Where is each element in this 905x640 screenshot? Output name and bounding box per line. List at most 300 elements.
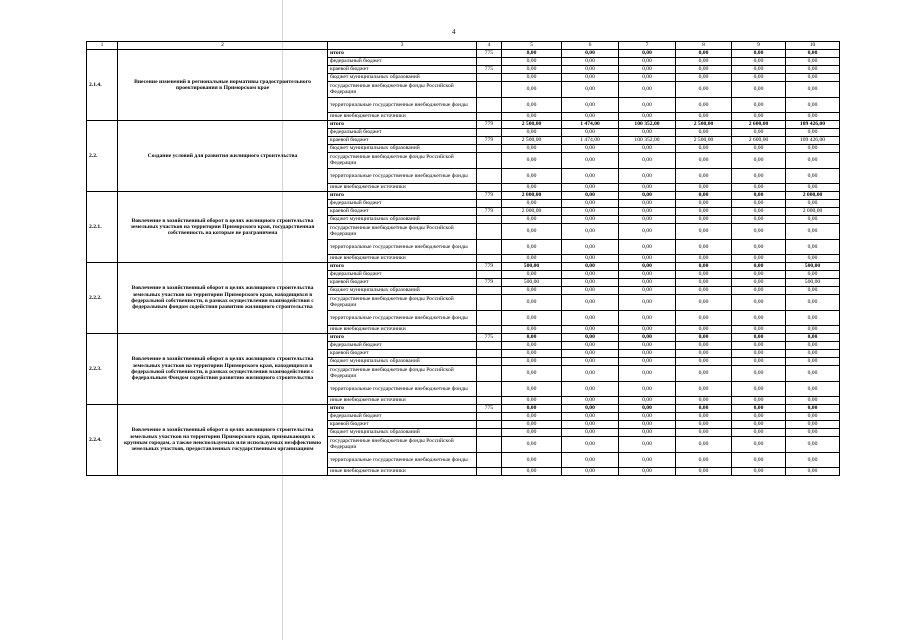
value-cell: 0,00	[786, 200, 840, 208]
value-cell: 0,00	[676, 66, 732, 74]
header-cell: 7	[619, 42, 676, 50]
budget-code	[477, 168, 502, 184]
value-cell: 0,00	[732, 255, 786, 263]
budget-code	[477, 397, 502, 405]
value-cell: 0,00	[786, 381, 840, 397]
value-cell: 0,00	[786, 334, 840, 342]
value-cell: 0,00	[502, 168, 562, 184]
value-cell: 0,00	[786, 97, 840, 113]
value-cell: 0,00	[502, 413, 562, 421]
value-cell: 0,00	[676, 342, 732, 350]
funding-source: государственные внебюджетные фонды Российской Федерации	[328, 224, 477, 240]
value-cell: 0,00	[676, 58, 732, 66]
value-cell: 0,00	[732, 452, 786, 468]
value-cell: 0,00	[786, 452, 840, 468]
value-cell: 0,00	[732, 287, 786, 295]
table-row	[87, 121, 840, 129]
item-name: Вовлечение в хозяйственный оборот в целях жилищного строительства земельных участков на территории Приморского края, находящихся в федеральной собственности, в рамках осуществления взаимодействия с федеральным фондом содействия развитию жилищного строительства	[118, 263, 328, 334]
value-cell: 0,00	[562, 50, 619, 58]
value-cell: 0,00	[786, 74, 840, 82]
value-cell: 0,00	[562, 334, 619, 342]
value-cell: 0,00	[502, 397, 562, 405]
value-cell: 0,00	[619, 145, 676, 153]
item-name: Внесение изменений в региональные нормативы градостроительного проектирования в Приморском крае	[118, 50, 328, 121]
budget-code: 775	[477, 334, 502, 342]
funding-source: бюджет муниципальных образований	[328, 74, 477, 82]
value-cell: 0,00	[676, 437, 732, 453]
value-cell: 2 000,00	[502, 192, 562, 200]
value-cell: 0,00	[619, 334, 676, 342]
value-cell: 0,00	[619, 168, 676, 184]
value-cell: 0,00	[502, 129, 562, 137]
value-cell: 0,00	[502, 405, 562, 413]
value-cell: 0,00	[676, 145, 732, 153]
value-cell: 0,00	[786, 437, 840, 453]
value-cell: 0,00	[562, 381, 619, 397]
value-cell: 0,00	[502, 74, 562, 82]
funding-source: федеральный бюджет	[328, 271, 477, 279]
value-cell: 0,00	[732, 326, 786, 334]
funding-source: иные внебюджетные источники	[328, 397, 477, 405]
funding-source: территориальные государственные внебюджетные фонды	[328, 168, 477, 184]
table-row	[87, 263, 840, 271]
value-cell: 0,00	[786, 255, 840, 263]
budget-code	[477, 468, 502, 476]
value-cell: 0,00	[502, 224, 562, 240]
value-cell: 0,00	[619, 405, 676, 413]
value-cell: 0,00	[786, 429, 840, 437]
value-cell: 0,00	[676, 334, 732, 342]
value-cell: 0,00	[619, 200, 676, 208]
value-cell: 0,00	[562, 279, 619, 287]
item-name: Вовлечение в хозяйственный оборот в целях жилищного строительства земельных участков на территории Приморского края, примыкающих к крупным городам, а также неиспользуемых или используемых неэффективно земельных участков, предоставленных государственным организациям	[118, 405, 328, 476]
funding-source: территориальные государственные внебюджетные фонды	[328, 381, 477, 397]
value-cell: 0,00	[619, 216, 676, 224]
budget-code	[477, 295, 502, 311]
value-cell: 0,00	[676, 74, 732, 82]
value-cell: 1 474,00	[562, 137, 619, 145]
budget-code	[477, 58, 502, 66]
value-cell: 0,00	[502, 437, 562, 453]
value-cell: 0,00	[619, 129, 676, 137]
value-cell: 0,00	[562, 342, 619, 350]
value-cell: 0,00	[732, 271, 786, 279]
value-cell: 0,00	[786, 82, 840, 98]
header-cell: 2	[118, 42, 328, 50]
value-cell: 2 500,00	[502, 121, 562, 129]
value-cell: 0,00	[676, 82, 732, 98]
value-cell: 0,00	[676, 279, 732, 287]
value-cell: 0,00	[562, 397, 619, 405]
value-cell: 0,00	[786, 421, 840, 429]
budget-code	[477, 287, 502, 295]
budget-code	[477, 74, 502, 82]
value-cell: 0,00	[562, 405, 619, 413]
funding-source: иные внебюджетные источники	[328, 113, 477, 121]
funding-source: федеральный бюджет	[328, 200, 477, 208]
item-name: Вовлечение в хозяйственный оборот в целях жилищного строительства земельных участков на территории Приморского края, находящихся в федеральной собственности, в рамках осуществления взаимодействия с федеральным Фондом содействия развитию жилищного строительства	[118, 334, 328, 405]
value-cell: 0,00	[732, 97, 786, 113]
value-cell: 0,00	[562, 413, 619, 421]
budget-code	[477, 153, 502, 169]
value-cell: 0,00	[676, 287, 732, 295]
value-cell: 0,00	[786, 58, 840, 66]
value-cell: 0,00	[676, 468, 732, 476]
item-number: 2.1.4.	[87, 50, 118, 121]
funding-source: итого	[328, 263, 477, 271]
value-cell: 0,00	[562, 358, 619, 366]
budget-code	[477, 184, 502, 192]
value-cell: 0,00	[619, 58, 676, 66]
value-cell: 0,00	[502, 200, 562, 208]
value-cell: 0,00	[786, 113, 840, 121]
header-cell: 10	[786, 42, 840, 50]
value-cell: 0,00	[502, 145, 562, 153]
value-cell: 0,00	[786, 397, 840, 405]
item-number: 2.2.4.	[87, 405, 118, 476]
value-cell: 0,00	[676, 97, 732, 113]
value-cell: 0,00	[619, 437, 676, 453]
header-cell: 8	[676, 42, 732, 50]
funding-source: федеральный бюджет	[328, 413, 477, 421]
funding-source: государственные внебюджетные фонды Российской Федерации	[328, 153, 477, 169]
value-cell: 0,00	[732, 200, 786, 208]
value-cell: 2 500,00	[676, 137, 732, 145]
table-row	[87, 405, 840, 413]
budget-code	[477, 255, 502, 263]
value-cell: 0,00	[619, 263, 676, 271]
value-cell: 0,00	[732, 381, 786, 397]
value-cell: 0,00	[562, 145, 619, 153]
value-cell: 0,00	[562, 82, 619, 98]
budget-table	[86, 41, 840, 476]
value-cell: 0,00	[619, 358, 676, 366]
value-cell: 0,00	[562, 255, 619, 263]
value-cell: 0,00	[732, 129, 786, 137]
budget-code	[477, 113, 502, 121]
value-cell: 0,00	[676, 421, 732, 429]
value-cell: 500,00	[786, 279, 840, 287]
value-cell: 0,00	[732, 82, 786, 98]
item-name: Вовлечение в хозяйственный оборот в целях жилищного строительства земельных участков на территории Приморского края, государственная собственность на которые не разграничена	[118, 192, 328, 263]
value-cell: 0,00	[562, 184, 619, 192]
value-cell: 0,00	[619, 271, 676, 279]
value-cell: 0,00	[786, 350, 840, 358]
value-cell: 0,00	[502, 366, 562, 382]
budget-code	[477, 239, 502, 255]
value-cell: 0,00	[676, 224, 732, 240]
value-cell: 0,00	[562, 216, 619, 224]
budget-code	[477, 271, 502, 279]
budget-code: 775	[477, 50, 502, 58]
funding-source: территориальные государственные внебюджетные фонды	[328, 239, 477, 255]
funding-source: краевой бюджет	[328, 137, 477, 145]
value-cell: 0,00	[562, 366, 619, 382]
value-cell: 0,00	[562, 66, 619, 74]
value-cell: 0,00	[732, 113, 786, 121]
funding-source: территориальные государственные внебюджетные фонды	[328, 97, 477, 113]
value-cell: 0,00	[502, 334, 562, 342]
value-cell: 0,00	[676, 216, 732, 224]
value-cell: 0,00	[619, 82, 676, 98]
value-cell: 0,00	[676, 310, 732, 326]
value-cell: 0,00	[502, 216, 562, 224]
value-cell: 0,00	[619, 452, 676, 468]
value-cell: 0,00	[732, 295, 786, 311]
value-cell: 0,00	[732, 239, 786, 255]
value-cell: 0,00	[562, 295, 619, 311]
value-cell: 0,00	[562, 271, 619, 279]
funding-source: краевой бюджет	[328, 66, 477, 74]
header-cell: 4	[477, 42, 502, 50]
value-cell: 0,00	[619, 413, 676, 421]
value-cell: 0,00	[676, 263, 732, 271]
budget-code	[477, 437, 502, 453]
value-cell: 0,00	[502, 310, 562, 326]
funding-source: краевой бюджет	[328, 350, 477, 358]
value-cell: 0,00	[786, 50, 840, 58]
value-cell: 0,00	[562, 129, 619, 137]
value-cell: 0,00	[786, 129, 840, 137]
value-cell: 0,00	[502, 295, 562, 311]
value-cell: 0,00	[676, 413, 732, 421]
value-cell: 0,00	[619, 310, 676, 326]
value-cell: 0,00	[619, 113, 676, 121]
funding-source: бюджет муниципальных образований	[328, 216, 477, 224]
budget-code	[477, 350, 502, 358]
value-cell: 0,00	[732, 366, 786, 382]
budget-code	[477, 366, 502, 382]
value-cell: 0,00	[676, 350, 732, 358]
value-cell: 0,00	[502, 342, 562, 350]
funding-source: иные внебюджетные источники	[328, 468, 477, 476]
budget-code	[477, 429, 502, 437]
value-cell: 0,00	[732, 342, 786, 350]
header-cell: 1	[87, 42, 118, 50]
funding-source: территориальные государственные внебюджетные фонды	[328, 310, 477, 326]
budget-code	[477, 310, 502, 326]
budget-code	[477, 224, 502, 240]
funding-source: федеральный бюджет	[328, 129, 477, 137]
value-cell: 109 426,00	[786, 137, 840, 145]
funding-source: территориальные государственные внебюджетные фонды	[328, 452, 477, 468]
value-cell: 0,00	[619, 295, 676, 311]
value-cell: 0,00	[562, 97, 619, 113]
budget-code	[477, 129, 502, 137]
header-cell: 3	[328, 42, 477, 50]
value-cell: 0,00	[502, 153, 562, 169]
budget-code: 779	[477, 279, 502, 287]
value-cell: 0,00	[619, 279, 676, 287]
budget-code: 779	[477, 263, 502, 271]
value-cell: 0,00	[786, 287, 840, 295]
value-cell: 0,00	[676, 326, 732, 334]
value-cell: 0,00	[676, 255, 732, 263]
value-cell: 100 352,00	[619, 121, 676, 129]
budget-code: 779	[477, 137, 502, 145]
value-cell: 0,00	[676, 153, 732, 169]
funding-source: государственные внебюджетные фонды Российской Федерации	[328, 82, 477, 98]
value-cell: 0,00	[562, 326, 619, 334]
value-cell: 0,00	[732, 397, 786, 405]
value-cell: 0,00	[676, 452, 732, 468]
value-cell: 0,00	[786, 239, 840, 255]
item-number: 2.2.1.	[87, 192, 118, 263]
value-cell: 0,00	[676, 381, 732, 397]
value-cell: 0,00	[502, 82, 562, 98]
value-cell: 0,00	[732, 350, 786, 358]
value-cell: 0,00	[619, 208, 676, 216]
table-row	[87, 192, 840, 200]
value-cell: 0,00	[562, 168, 619, 184]
funding-source: итого	[328, 50, 477, 58]
value-cell: 0,00	[676, 113, 732, 121]
value-cell: 0,00	[676, 358, 732, 366]
value-cell: 500,00	[502, 263, 562, 271]
value-cell: 0,00	[502, 184, 562, 192]
value-cell: 0,00	[732, 310, 786, 326]
header-cell: 6	[562, 42, 619, 50]
value-cell: 0,00	[502, 381, 562, 397]
value-cell: 0,00	[676, 184, 732, 192]
value-cell: 0,00	[619, 192, 676, 200]
value-cell: 0,00	[619, 66, 676, 74]
value-cell: 0,00	[562, 287, 619, 295]
table-row	[87, 50, 840, 58]
value-cell: 0,00	[619, 74, 676, 82]
value-cell: 0,00	[502, 239, 562, 255]
value-cell: 0,00	[786, 271, 840, 279]
value-cell: 0,00	[732, 50, 786, 58]
value-cell: 0,00	[732, 421, 786, 429]
value-cell: 0,00	[502, 468, 562, 476]
value-cell: 0,00	[676, 200, 732, 208]
value-cell: 0,00	[619, 255, 676, 263]
value-cell: 0,00	[786, 358, 840, 366]
value-cell: 0,00	[732, 437, 786, 453]
budget-code: 779	[477, 121, 502, 129]
value-cell: 0,00	[562, 58, 619, 66]
value-cell: 0,00	[562, 239, 619, 255]
funding-source: краевой бюджет	[328, 208, 477, 216]
value-cell: 0,00	[786, 184, 840, 192]
value-cell: 0,00	[562, 437, 619, 453]
value-cell: 0,00	[732, 405, 786, 413]
value-cell: 0,00	[562, 452, 619, 468]
value-cell: 0,00	[676, 405, 732, 413]
value-cell: 0,00	[732, 334, 786, 342]
value-cell: 0,00	[619, 366, 676, 382]
budget-code: 775	[477, 405, 502, 413]
value-cell: 0,00	[502, 66, 562, 74]
value-cell: 0,00	[732, 216, 786, 224]
value-cell: 0,00	[562, 192, 619, 200]
budget-code	[477, 97, 502, 113]
budget-code	[477, 381, 502, 397]
table-row	[87, 334, 840, 342]
funding-source: государственные внебюджетные фонды Российской Федерации	[328, 366, 477, 382]
value-cell: 0,00	[619, 421, 676, 429]
value-cell: 0,00	[732, 168, 786, 184]
budget-code	[477, 326, 502, 334]
value-cell: 0,00	[619, 153, 676, 169]
value-cell: 0,00	[562, 200, 619, 208]
value-cell: 0,00	[786, 224, 840, 240]
value-cell: 2 600,00	[732, 121, 786, 129]
budget-code	[477, 216, 502, 224]
value-cell: 0,00	[502, 350, 562, 358]
value-cell: 0,00	[786, 66, 840, 74]
value-cell: 0,00	[732, 468, 786, 476]
value-cell: 0,00	[786, 326, 840, 334]
value-cell: 0,00	[619, 429, 676, 437]
value-cell: 500,00	[786, 263, 840, 271]
value-cell: 0,00	[502, 97, 562, 113]
value-cell: 0,00	[502, 326, 562, 334]
value-cell: 0,00	[786, 413, 840, 421]
value-cell: 0,00	[562, 153, 619, 169]
value-cell: 0,00	[786, 168, 840, 184]
value-cell: 0,00	[619, 468, 676, 476]
funding-source: итого	[328, 405, 477, 413]
value-cell: 0,00	[502, 429, 562, 437]
value-cell: 0,00	[502, 50, 562, 58]
value-cell: 0,00	[562, 224, 619, 240]
budget-code	[477, 200, 502, 208]
value-cell: 0,00	[619, 381, 676, 397]
value-cell: 0,00	[732, 413, 786, 421]
value-cell: 0,00	[502, 255, 562, 263]
value-cell: 0,00	[786, 153, 840, 169]
value-cell: 0,00	[619, 326, 676, 334]
value-cell: 0,00	[786, 145, 840, 153]
funding-source: федеральный бюджет	[328, 342, 477, 350]
value-cell: 0,00	[502, 58, 562, 66]
value-cell: 0,00	[786, 216, 840, 224]
value-cell: 0,00	[786, 366, 840, 382]
value-cell: 100 352,00	[619, 137, 676, 145]
value-cell: 0,00	[676, 50, 732, 58]
value-cell: 0,00	[676, 366, 732, 382]
budget-code	[477, 413, 502, 421]
funding-source: иные внебюджетные источники	[328, 184, 477, 192]
value-cell: 0,00	[562, 208, 619, 216]
page-number: 4	[452, 28, 456, 36]
value-cell: 0,00	[786, 342, 840, 350]
value-cell: 0,00	[562, 263, 619, 271]
item-name: Создание условий для развития жилищного строительства	[118, 121, 328, 192]
item-number: 2.2.2.	[87, 263, 118, 334]
value-cell: 0,00	[619, 342, 676, 350]
value-cell: 0,00	[732, 66, 786, 74]
budget-code	[477, 452, 502, 468]
value-cell: 500,00	[502, 279, 562, 287]
funding-source: иные внебюджетные источники	[328, 255, 477, 263]
value-cell: 0,00	[502, 271, 562, 279]
value-cell: 0,00	[562, 310, 619, 326]
value-cell: 0,00	[732, 184, 786, 192]
value-cell: 0,00	[619, 50, 676, 58]
budget-code: 779	[477, 208, 502, 216]
value-cell: 2 500,00	[502, 137, 562, 145]
header-cell: 5	[502, 42, 562, 50]
value-cell: 0,00	[619, 224, 676, 240]
value-cell: 0,00	[502, 113, 562, 121]
value-cell: 2 000,00	[786, 192, 840, 200]
value-cell: 0,00	[786, 405, 840, 413]
funding-source: бюджет муниципальных образований	[328, 287, 477, 295]
budget-code	[477, 145, 502, 153]
